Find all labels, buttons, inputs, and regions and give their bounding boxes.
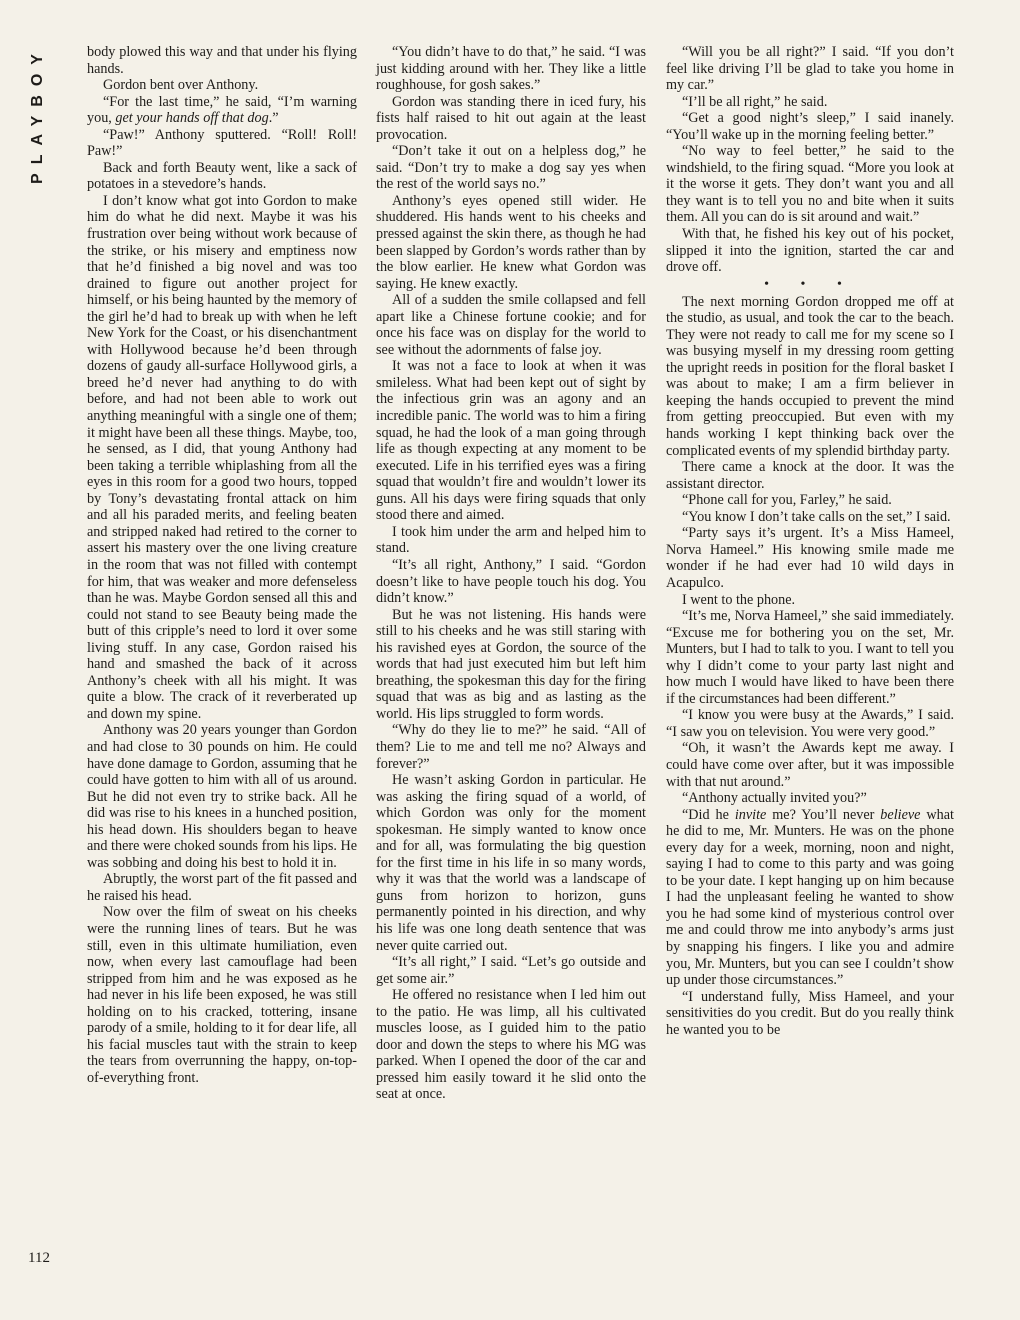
text-run: “Oh, it wasn’t the Awards kept me away. I could have come over after, but it was impossible with that nut around.”: [666, 740, 954, 790]
paragraph: [666, 608, 954, 707]
text-run: body plowed this way and that under his flying hands.: [87, 44, 357, 77]
paragraph: [376, 722, 646, 772]
text-run: “It’s me, Norva Hameel,” she said immediately. “Excuse me for bothering you on the set, Mr. Munters, but I had to talk to you. I want to tell you why I didn’t come to your party last night and how much I would have liked to have been there if the circumstances had been different.”: [666, 608, 954, 707]
text-run: I took him under the arm and helped him to stand.: [376, 523, 646, 557]
emphasis: get your hands off that dog: [115, 110, 269, 127]
paragraph: [666, 226, 954, 276]
paragraph: [87, 193, 357, 723]
text-run: “You know I don’t take calls on the set,” I said.: [682, 508, 951, 525]
text-run: There came a knock at the door. It was the assistant director.: [666, 459, 954, 492]
paragraph: [376, 954, 646, 987]
paragraph: [376, 987, 646, 1103]
paragraph: [87, 904, 357, 1086]
text-run: Abruptly, the worst part of the fit passed and he raised his head.: [87, 871, 357, 904]
text-run: “No way to feel better,” he said to the windshield, to the firing squad. “More you look at it the worse it gets. They don’t want you and all they want is to tell you no and bite when it suits them. All you can do is sit around and wait.”: [666, 143, 954, 226]
paragraph: [87, 722, 357, 871]
text-run: I went to the phone.: [682, 591, 796, 608]
paragraph: [87, 127, 357, 160]
paragraph: [666, 492, 954, 509]
paragraph: [666, 459, 954, 492]
paragraph: [87, 77, 357, 94]
paragraph: [376, 524, 646, 557]
text-run: “I understand fully, Miss Hameel, and your sensitivities do you credit. But do you really think he wanted you to be: [666, 988, 954, 1038]
page-number: 112: [28, 1250, 50, 1266]
text-run: With that, he fished his key out of his pocket, slipped it into the ignition, started the car and drove off.: [666, 226, 954, 276]
column-3: [666, 44, 954, 1038]
paragraph: [666, 110, 954, 143]
text-run: “Anthony actually invited you?”: [682, 790, 867, 807]
paragraph: [666, 294, 954, 459]
masthead-text: PLAYBOY: [28, 45, 46, 184]
paragraph: [666, 509, 954, 526]
masthead: [22, 44, 52, 184]
text-run: “You didn’t have to do that,” he said. “I was just kidding around with her. They like a little roughhouse, for gosh sakes.”: [376, 44, 646, 94]
paragraph: [87, 160, 357, 193]
paragraph: [376, 193, 646, 292]
text-run: He offered no resistance when I led him out to the patio. He was limp, all his cultivated muscles loose, as I guided him to the patio door and down the steps to where his MG was parked. When I opened the door of the car and pressed him easily toward it he slid onto the seat at once.: [376, 987, 646, 1103]
text-run: Gordon bent over Anthony.: [103, 77, 259, 94]
text-run: Back and forth Beauty went, like a sack of potatoes in a stevedore’s hands.: [87, 159, 357, 193]
paragraph: [666, 525, 954, 591]
paragraph: [87, 44, 357, 77]
text-run: “Phone call for you, Farley,” he said.: [682, 492, 892, 509]
paragraph: [376, 44, 646, 94]
text-run: “Will you be all right?” I said. “If you don’t feel like driving I’ll be glad to take you home in my car.”: [666, 44, 954, 94]
text-run: “Get a good night’s sleep,” I said inanely. “You’ll wake up in the morning feeling better.”: [666, 110, 954, 143]
text-run: “Paw!” Anthony sputtered. “Roll! Roll! Paw!”: [87, 126, 357, 160]
paragraph: [87, 94, 357, 127]
paragraph: [376, 143, 646, 193]
paragraph: [376, 557, 646, 607]
emphasis: invite: [734, 806, 767, 823]
text-run: Anthony’s eyes opened still wider. He shuddered. His hands went to his cheeks and pressed against the skin there, as though he had been slapped by Gordon’s words rather than by the blow earlier. He knew what Gordon was saying. He knew exactly.: [376, 192, 646, 292]
text-run: It was not a face to look at when it was smileless. What had been kept out of sight by the infectious grin was an agony and an incredible panic. The world was to him a firing squad, he had the look of a man going through life as though expecting at any moment to be executed. Life in his terrified eyes was a firing squad that wouldn’t fire and wouldn’t lower its guns. All his days were firing squads that only stood there and aimed.: [376, 358, 646, 524]
text-run: But he was not listening. His hands were still to his cheeks and he was still staring with his ravished eyes at Gordon, the source of the words that had just executed him but left him breathing, the spokesman this day for the firing squad that was as big and as lasting as the world. His lips struggled to form words.: [376, 606, 646, 722]
paragraph: [666, 94, 954, 111]
text-run: Anthony was 20 years younger than Gordon and had close to 30 pounds on him. He could have done damage to Gordon, assuming that he could have gotten to him with all of us around. But he did not even try to strike back. All he did was rise to his knees in a hunched position, his head down. His shoulders began to heave and there were choked sounds from his lips. He was sobbing and doing his best to hold it in.: [87, 722, 357, 871]
text-run: .”: [268, 110, 279, 127]
emphasis: believe: [880, 806, 921, 823]
text-run: I don’t know what got into Gordon to make him do what he did next. Maybe it was his frustration over being without work because of the strike, or his misery and emptiness now that he’d finished a big novel and was too drained to figure out another project for himself, or his being haunted by the memory of the girl he’d had to break up with when he left New York for the Coast, or his disenchantment with Hollywood because he’d been through dozens of gaudy all-surface Hollywood girls, a breed he’d never had anything to do with before, and had not been able to work out anything meaningful with a single one of them; it might have been all these things. Maybe, too, he sensed, as I did, that young Anthony had been taking a terrible whiplashing from all the eyes in this room for a good two hours, topped by Tony’s devastating frontal attack on him and all his paraded merits, and feeling beaten and stripped naked had retired to the corner to assert his mastery over the one living creature in the room that was not filled with contempt for him, that was weaker and more defenseless than he was. Maybe Gordon sensed all this and could not stand to see Beauty being made the butt of this cripple’s need to lord it over some living stuff. In any case, Gordon raised his hand and smashed the back of it across Anthony’s cheek with all his might. It was quite a blow. The crack of it reverberated up and down my spine.: [87, 192, 357, 722]
column-2: [376, 44, 646, 1103]
paragraph: [666, 44, 954, 94]
paragraph: [666, 592, 954, 609]
section-break: • • •: [764, 276, 856, 292]
paragraph: [666, 989, 954, 1039]
text-run: “It’s all right,” I said. “Let’s go outside and get some air.”: [376, 954, 646, 987]
text-run: “I’ll be all right,” he said.: [682, 93, 828, 110]
paragraph: [666, 143, 954, 226]
paragraph: [666, 707, 954, 740]
text-run: Now over the film of sweat on his cheeks were the running lines of tears. But he was still, even in this ultimate humiliation, even now, when every last camouflage had been stripped from him and he was exposed as he had never in his life been exposed, he was still holding on to his cracked, tottering, insane parody of a smile, holding to it for dear life, all his facial muscles taut with the strain to keep the tears from overrunning the happy, on-top-of-everything front.: [87, 904, 357, 1086]
paragraph: [666, 790, 954, 807]
paragraph: [376, 292, 646, 358]
paragraph: [666, 807, 954, 989]
text-run: what he did to me, Mr. Munters. He was on the phone every day for a week, morning, noon and night, saying I had to come to this party and was going to be your date. I kept hanging up on him because I had the unpleasant feeling he wanted to show you he had some kind of mysterious control over me and could throw me into anybody’s arms just by snapping his fingers. I like you and admire you, Mr. Munters, but you can see I couldn’t show up under those circumstances.”: [666, 806, 954, 989]
text-run: “For the last time,” he said, “I’m warning you,: [87, 93, 357, 127]
text-run: Gordon was standing there in iced fury, his fists half raised to hit out again at the least provocation.: [376, 93, 646, 143]
text-run: “I know you were busy at the Awards,” I said. “I saw you on television. You were very good.”: [666, 707, 954, 740]
text-run: “Did he: [682, 806, 735, 823]
text-run: “Why do they lie to me?” he said. “All of them? Lie to me and tell me no? Always and forever?”: [376, 722, 646, 772]
text-run: “It’s all right, Anthony,” I said. “Gordon doesn’t like to have people touch his dog. You didn’t know.”: [376, 556, 646, 607]
paragraph: [376, 94, 646, 144]
text-run: All of a sudden the smile collapsed and fell apart like a Chinese fortune cookie; and for once his face was on display for the world to see without the adornments of false joy.: [376, 292, 646, 358]
paragraph: [376, 772, 646, 954]
text-run: “Don’t take it out on a helpless dog,” he said. “Don’t try to make a dog say yes when the rest of the world says no.”: [376, 143, 646, 193]
column-1: [87, 44, 357, 1086]
paragraph: [87, 871, 357, 904]
paragraph: [376, 358, 646, 523]
text-run: “Party says it’s urgent. It’s a Miss Hameel, Norva Hameel.” His knowing smile made me wonder if he had ever had 10 wild days in Acapulco.: [666, 525, 954, 591]
text-run: He wasn’t asking Gordon in particular. He was asking the firing squad of a world, of which Gordon was only for the moment spokesman. He simply wanted to know once and for all, was formulating the big question for the first time in his life in so many words, why it was that the world was a landscape of guns from horizon to horizon, guns permanently pointed in his direction, and why his life was one long death sentence that was never quite carried out.: [376, 772, 646, 954]
text-run: me? You’ll never: [766, 806, 881, 823]
paragraph: [376, 607, 646, 723]
text-run: The next morning Gordon dropped me off at the studio, as usual, and took the car to the beach. They were not ready to call me for my scene so I was busying myself in my dressing room getting the upright reeds in position for the floral basket I was about to make; I am a firm believer in keeping the hands occupied to prevent the mind from getting preoccupied. But even with my hands working I kept thinking back over the complicated events of my splendid birthday party.: [666, 293, 954, 459]
paragraph: [666, 740, 954, 790]
